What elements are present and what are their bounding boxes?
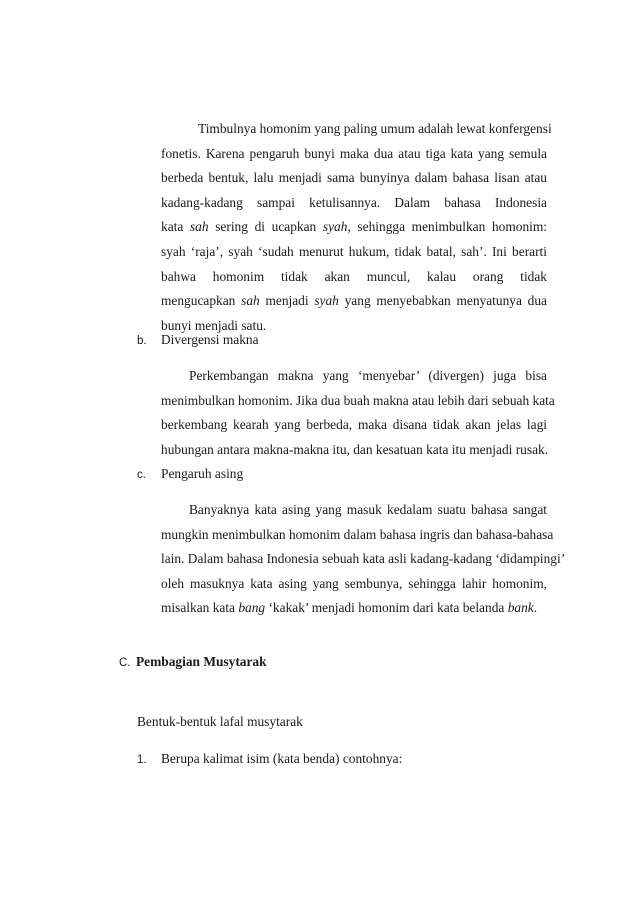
text-line: kata sah sering di ucapkan syah, sehingga menimbulkan homonim: [161, 219, 547, 235]
text-line: kadang-kadang sampai ketulisannya. Dalam bahasa Indonesia [161, 194, 547, 210]
italic-term: sah [241, 293, 260, 309]
list-marker-1: 1. [137, 754, 147, 766]
list-marker-b: b. [137, 335, 147, 347]
text-line: mengucapkan sah menjadi syah yang menyebabkan menyatunya dua [161, 293, 547, 309]
italic-term: bank [507, 600, 534, 616]
section-heading: Pembagian Musytarak [136, 654, 267, 669]
italic-term: sah [189, 219, 209, 235]
list-item-text: Berupa kalimat isim (kata benda) contohnya: [161, 751, 403, 766]
paragraph-konfergensi [161, 117, 552, 338]
text-line: lain. Dalam bahasa Indonesia sebuah kata asli kadang-kadang ‘didampingi’ [161, 551, 566, 567]
text-line: Banyaknya kata asing yang masuk kedalam suatu bahasa sangat [189, 502, 547, 517]
text-line: Timbulnya homonim yang paling umum adalah lewat konfergensi [198, 121, 552, 136]
text-line: berbeda bentuk, lalu menjadi sama bunyinya dalam bahasa lisan atau [161, 170, 547, 186]
text-line: mungkin menimbulkan homonim dalam bahasa ingris dan bahasa-bahasa [161, 526, 554, 542]
text-line: hubungan antara makna-makna itu, dan kesatuan kata itu menjadi rusak. [161, 441, 549, 457]
text-line: syah ‘raja’, syah ‘sudah menurut hukum, tidak batal, sah’. Ini berarti [161, 243, 547, 259]
text-line: oleh masuknya kata asing yang sembunya, sehingga lahir homonim, [161, 575, 547, 591]
text-line: misalkan kata bang ‘kakak’ menjadi homonim dari kata belanda bank. [161, 600, 538, 616]
intro-text: Bentuk-bentuk lafal musytarak [137, 714, 303, 729]
text-line: menimbulkan homonim. Jika dua buah makna atau lebih dari sebuah kata [161, 392, 555, 408]
subheading-divergensi: Divergensi makna [161, 332, 259, 347]
text-line: berkembang kearah yang berbeda, maka disana tidak akan jelas lagi [161, 417, 547, 433]
subheading-pengaruh-asing: Pengaruh asing [161, 466, 244, 481]
text-line: Perkembangan makna yang ‘menyebar’ (divergen) juga bisa [189, 368, 547, 383]
heading-marker-c: C. [119, 657, 131, 669]
list-marker-c: c. [137, 469, 146, 481]
text-line: bunyi menjadi satu. [161, 317, 267, 333]
text-line: bahwa homonim tidak akan muncul, kalau orang tidak [161, 268, 547, 284]
italic-term: syah [322, 219, 348, 235]
paragraph-divergensi [161, 364, 555, 462]
italic-term: syah [314, 293, 339, 309]
paragraph-pengaruh-asing [161, 498, 566, 621]
italic-term: bang [238, 600, 266, 616]
text-line: fonetis. Karena pengaruh bunyi maka dua atau tiga kata yang semula [161, 145, 547, 161]
